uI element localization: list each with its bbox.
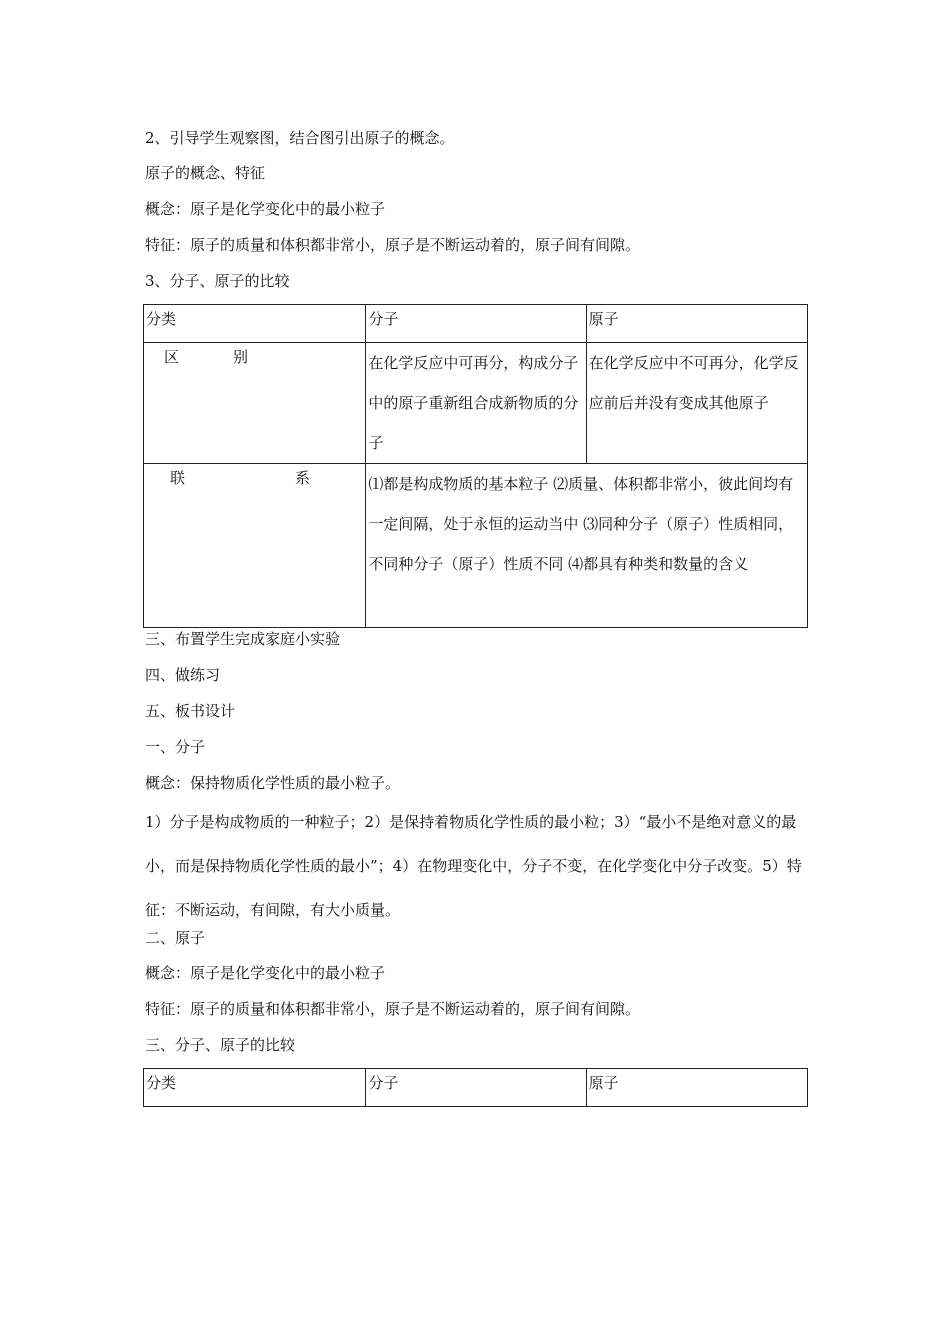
atom-difference-cell: 在化学反应中不可再分，化学反应前后并没有变成其他原子	[586, 343, 807, 464]
header-cell: 原子	[586, 305, 807, 343]
text-line: 特征：原子的质量和体积都非常小，原子是不断运动着的，原子间有间隙。	[145, 236, 641, 254]
table-header-row	[144, 1069, 808, 1107]
row-label-char: 别	[232, 348, 248, 366]
header-cell: 分子	[366, 305, 586, 343]
text-line: 三、布置学生完成家庭小实验	[145, 630, 341, 648]
text-line: 2、引导学生观察图，结合图引出原子的概念。	[145, 129, 455, 147]
text-line: 二、原子	[145, 929, 206, 947]
text-line: 五、板书设计	[145, 702, 236, 720]
text-line: 概念：保持物质化学性质的最小粒子。	[145, 774, 401, 792]
row-label-cell	[144, 464, 366, 628]
header-cell: 原子	[586, 1069, 807, 1107]
header-cell: 分类	[144, 305, 366, 343]
header-cell: 分类	[144, 1069, 366, 1107]
table-row-relation	[144, 464, 808, 628]
row-label-char: 系	[294, 469, 310, 487]
molecule-difference-cell: 在化学反应中可再分，构成分子中的原子重新组合成新物质的分子	[366, 343, 586, 464]
comparison-table-2	[143, 1068, 808, 1107]
molecule-notes-paragraph: 1）分子是构成物质的一种粒子；2）是保持着物质化学性质的最小粒；3）“最小不是绝对意义的最小，而是保持物质化学性质的最小”；4）在物理变化中，分子不变，在化学变化中分子改变。5）特征：不断运动，有间隙，有大小质量。	[145, 813, 802, 919]
text-line: 3、分子、原子的比较	[145, 272, 290, 290]
row-label-char: 区	[164, 348, 180, 366]
table-row-difference	[144, 343, 808, 464]
comparison-table	[143, 304, 808, 628]
text-line: 一、分子	[145, 738, 206, 756]
row-label-char: 联	[170, 469, 186, 487]
text-line: 概念：原子是化学变化中的最小粒子	[145, 200, 386, 218]
text-line: 概念：原子是化学变化中的最小粒子	[145, 964, 386, 982]
row-label-cell	[144, 343, 366, 464]
text-line: 原子的概念、特征	[145, 164, 266, 182]
text-line: 三、分子、原子的比较	[145, 1036, 296, 1054]
header-cell: 分子	[366, 1069, 586, 1107]
text-line: 四、做练习	[145, 666, 221, 684]
relation-cell: ⑴都是构成物质的基本粒子 ⑵质量、体积都非常小，彼此间均有一定间隔，处于永恒的运动当中 ⑶同种分子（原子）性质相同，不同种分子（原子）性质不同 ⑷都具有种类和数量的含义	[366, 464, 808, 628]
text-line: 特征：原子的质量和体积都非常小，原子是不断运动着的，原子间有间隙。	[145, 1000, 641, 1018]
table-header-row	[144, 305, 808, 343]
